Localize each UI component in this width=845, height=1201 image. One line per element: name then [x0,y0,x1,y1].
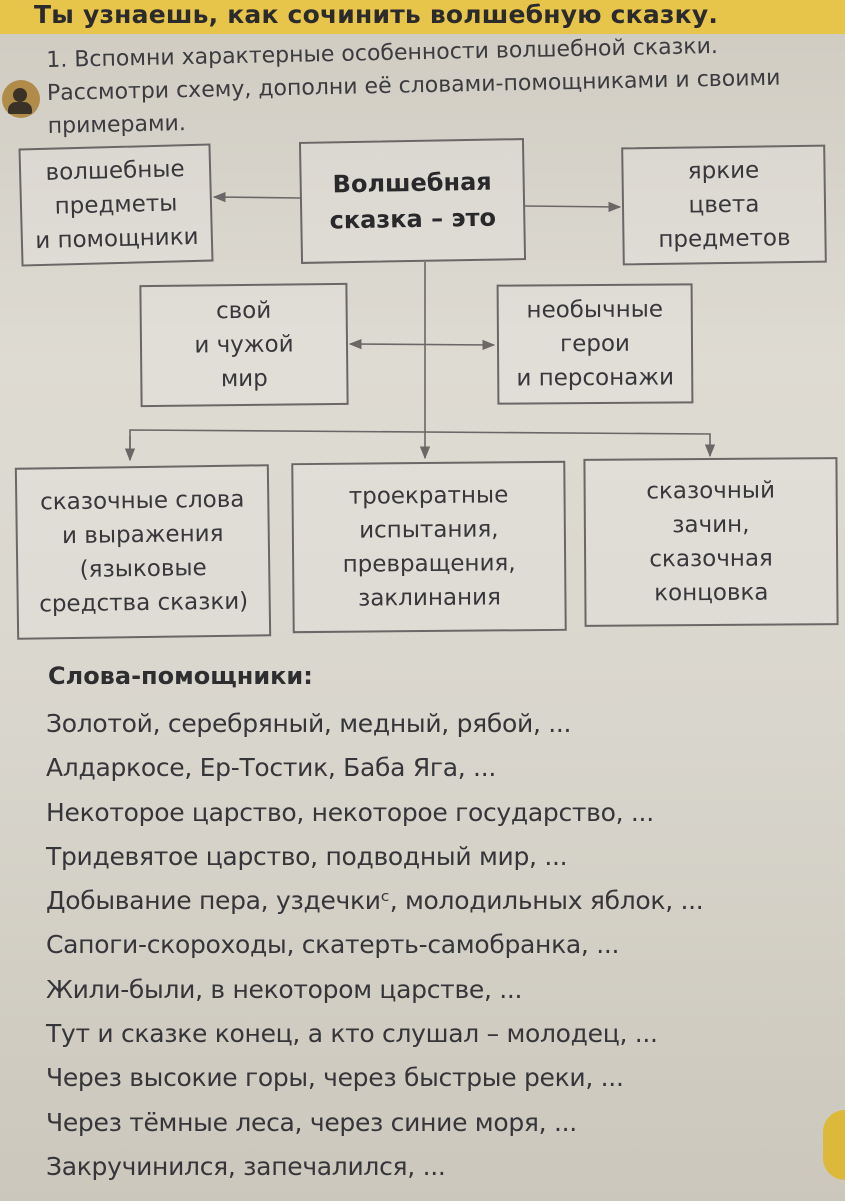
list-item: Некоторое царство, некоторое государство, ... [46,797,654,827]
box-bright-colors-text: яркие цвета предметов [658,157,791,253]
helper-words-section [46,662,836,1189]
list-item: Тридевятое царство, подводный мир, ... [46,841,568,871]
box-worlds [139,283,348,407]
task-line-1: 1. Вспомни характерные особенности волшебной сказки. [46,33,719,73]
banner-title: Ты узнаешь, как сочинить волшебную сказку. [34,0,719,29]
arrow-to-magic-items [214,197,300,198]
task-line-2: Рассмотри схему, дополни её словами-помощниками и своими [46,65,781,106]
box-center-text: Волшебная сказка – это [329,167,497,235]
box-opening-ending-text: сказочный зачин, сказочная концовка [646,477,776,607]
arrow-to-bright-colors [524,206,620,207]
box-magic-items [18,144,213,267]
box-trials [291,461,566,633]
box-trials-text: троекратные испытания, превращения, заклинания [342,482,516,612]
box-bright-colors [621,145,827,266]
arrow-worlds-heroes [350,344,494,345]
helpers-title: Слова-помощники: [48,662,313,690]
list-item: Тут и сказке конец, а кто слушал – молодец, ... [46,1019,658,1049]
box-fairy-words-text: сказочные слова и выражения (языковые средства сказки) [39,486,249,618]
page-corner-tab [823,1110,845,1180]
box-fairy-words [15,464,271,640]
list-item: Добывание пера, уздечкиᶜ, молодильных яблок, ... [46,886,704,916]
list-item: Закручинился, запечалился, ... [46,1151,446,1181]
helper-words-list [46,702,836,1189]
box-worlds-text: свой и чужой мир [194,297,294,393]
list-item: Жили-были, в некотором царстве, ... [46,974,523,1004]
branch-connector [130,430,710,458]
list-item: Через тёмные леса, через синие моря, ... [46,1107,577,1137]
box-opening-ending [583,457,838,627]
box-magic-items-text: волшебные предметы и помощники [34,156,199,255]
list-item: Через высокие горы, через быстрые реки, ... [46,1063,624,1093]
box-unusual-heroes [497,283,694,404]
list-item: Сапоги-скороходы, скатерть-самобранка, ... [46,930,620,960]
box-center [299,138,526,264]
box-unusual-heroes-text: необычные герои и персонажи [516,296,675,392]
list-item: Алдаркосе, Ер-Тостик, Баба Яга, ... [46,753,496,783]
task-line-3: примерами. [47,111,187,139]
list-item: Золотой, серебряный, медный, рябой, ... [46,709,572,738]
